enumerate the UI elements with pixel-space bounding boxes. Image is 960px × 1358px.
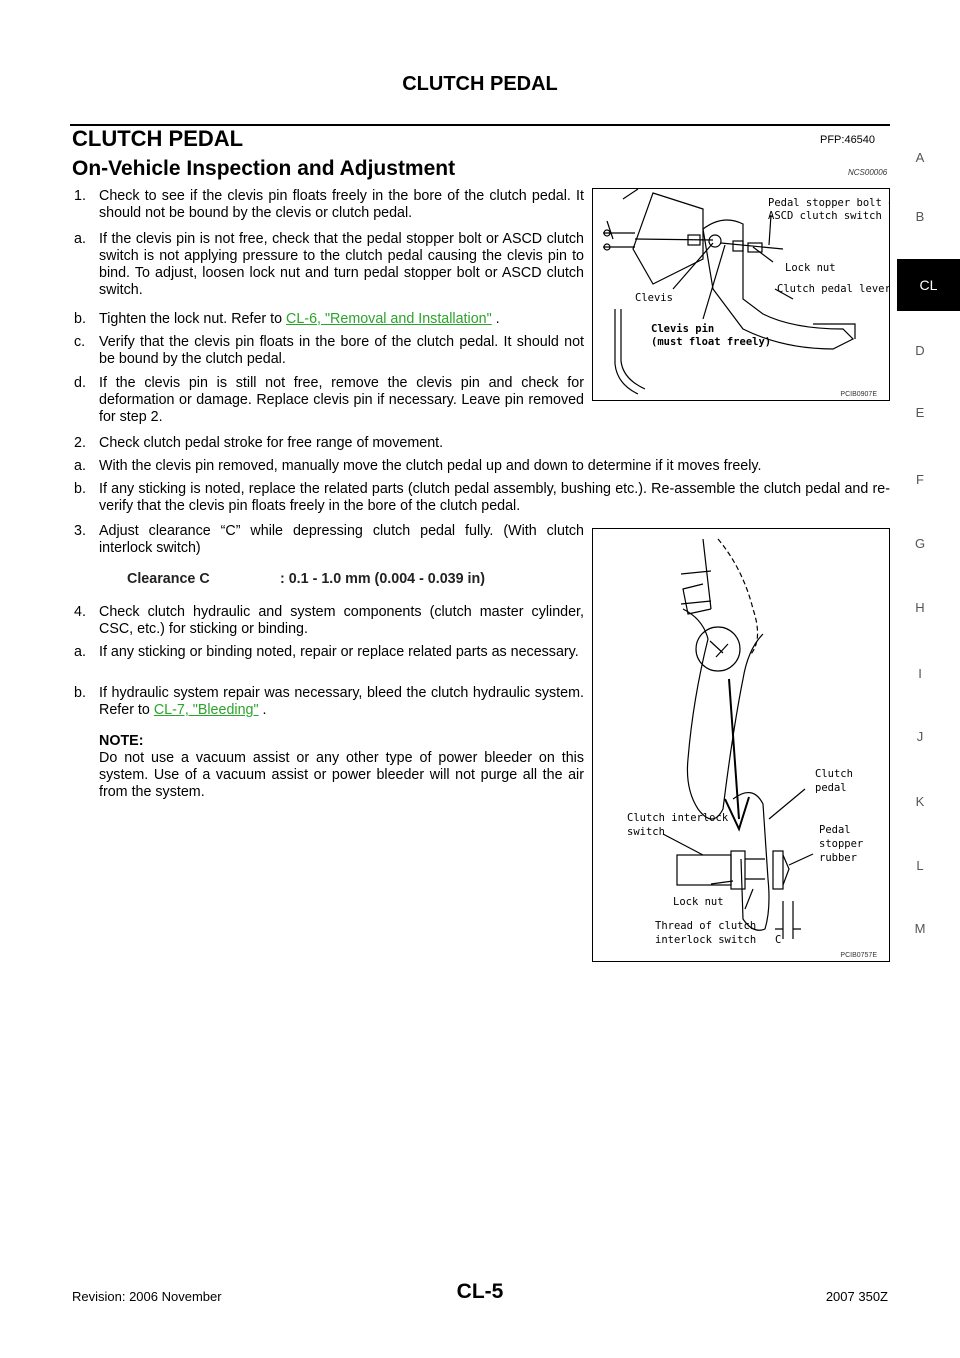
subsection-title: On-Vehicle Inspection and Adjustment <box>72 157 456 180</box>
step-1a <box>74 231 584 299</box>
sidebar-tab-b[interactable]: B <box>915 209 925 224</box>
step-1b <box>74 311 584 328</box>
sidebar-tab-i[interactable]: I <box>918 666 922 681</box>
footer-page-number: CL-5 <box>456 1280 504 1303</box>
step-label: a. <box>74 458 86 474</box>
section-title: CLUTCH PEDAL <box>72 126 244 151</box>
figure-code: PCIB0757E <box>840 952 877 959</box>
label-stopper-bolt: Pedal stopper bolt or <box>768 197 889 209</box>
label-clevis-pin: Clevis pin <box>651 323 715 335</box>
sidebar-tab-d[interactable]: D <box>915 343 925 358</box>
sidebar-tab-h[interactable]: H <box>915 600 925 615</box>
label-c: C <box>775 934 782 946</box>
step-text: If the clevis pin is not free, check that the pedal stopper bolt or ASCD clutch switch is not applying pressure to the clutch pedal causing the clevis pin to bind. To adjust, loosen lock nut and turn pedal stopper bolt or ASCD clutch switch. <box>99 231 584 298</box>
label-lock-nut: Lock nut <box>673 896 724 908</box>
step-4b <box>74 685 584 719</box>
label-lock-nut: Lock nut <box>785 262 836 274</box>
step-label: 1. <box>74 188 86 204</box>
step-label: b. <box>74 685 86 701</box>
sidebar-tab-j[interactable]: J <box>916 729 924 744</box>
footer-revision: Revision: 2006 November <box>72 1289 222 1304</box>
step-text: If hydraulic system repair was necessary, bleed the clutch hydraulic system. Refer to CL-7, "Bleeding" . <box>99 685 584 718</box>
sidebar-tab-l[interactable]: L <box>916 858 924 873</box>
step-text: Check clutch hydraulic and system components (clutch master cylinder, CSC, etc.) for sticking or binding. <box>99 604 584 637</box>
bleeding-link[interactable]: CL-7, "Bleeding" <box>153 702 259 718</box>
note-heading: NOTE: <box>99 733 144 749</box>
step-text: If any sticking or binding noted, repair or replace related parts as necessary. <box>99 644 579 660</box>
step-label: d. <box>74 375 86 391</box>
step-2b <box>74 481 890 515</box>
clearance-diagram <box>593 529 889 961</box>
step-label: 2. <box>74 435 86 451</box>
label-pedal-stopper-2: stopper <box>819 838 864 850</box>
note-block <box>74 733 584 801</box>
label-pedal: pedal <box>815 782 847 794</box>
step-text: Tighten the lock nut. Refer to CL-6, "Removal and Installation" . <box>99 311 500 327</box>
clearance-value: : 0.1 - 1.0 mm (0.004 - 0.039 in) <box>280 571 486 587</box>
sidebar-tab-g[interactable]: G <box>914 536 926 551</box>
step-2 <box>74 435 890 452</box>
label-ascd-switch: ASCD clutch switch <box>768 210 882 222</box>
clearance-label: Clearance C <box>127 571 210 587</box>
figure-clearance-c <box>592 528 890 962</box>
removal-installation-link[interactable]: CL-6, "Removal and Installation" <box>286 311 492 327</box>
step-1c <box>74 334 584 368</box>
label-thread-2: interlock switch <box>655 934 757 946</box>
step-label: 3. <box>74 523 86 539</box>
step-label: b. <box>74 311 86 327</box>
step-label: b. <box>74 481 86 497</box>
sidebar-tab-a[interactable]: A <box>915 150 925 165</box>
step-1 <box>74 188 584 222</box>
step-text: Adjust clearance “C” while depressing clutch pedal fully. (With clutch interlock switch) <box>99 523 584 556</box>
sidebar-tab-f[interactable]: F <box>916 472 924 487</box>
step-4a <box>74 644 584 661</box>
step-label: 4. <box>74 604 86 620</box>
step-2a <box>74 458 890 475</box>
sidebar-tab-m[interactable]: M <box>914 921 926 936</box>
label-pedal-lever: Clutch pedal lever <box>777 283 889 295</box>
label-clutch: Clutch <box>815 768 853 780</box>
part-number: PFP:46540 <box>820 134 876 146</box>
clearance-spec <box>127 571 486 587</box>
page-header-title: CLUTCH PEDAL <box>402 73 558 95</box>
label-pedal-stopper-3: rubber <box>819 852 857 864</box>
step-text: Check clutch pedal stroke for free range of movement. <box>99 435 444 451</box>
sidebar-tab-k[interactable]: K <box>915 794 925 809</box>
label-clevis: Clevis <box>635 292 673 304</box>
figure-code: PCIB0907E <box>840 391 877 398</box>
step-text: Check to see if the clevis pin floats freely in the bore of the clutch pedal. It should not be bound by the clevis or clutch pedal. <box>99 188 584 221</box>
sidebar-tab-cl-active[interactable]: CL <box>897 259 960 311</box>
label-thread-1: Thread of clutch <box>655 920 757 932</box>
label-switch: switch <box>627 826 665 838</box>
footer-model: 2007 350Z <box>825 1289 888 1304</box>
step-1d <box>74 375 584 426</box>
section-code: NCS00006 <box>848 168 888 177</box>
figure-clevis-pin <box>592 188 890 401</box>
step-text: Verify that the clevis pin floats in the bore of the clutch pedal. It should not be bound by the clutch pedal. <box>99 334 584 367</box>
clevis-pin-diagram <box>593 189 889 400</box>
sidebar-tab-e[interactable]: E <box>915 405 925 420</box>
step-label: a. <box>74 231 86 247</box>
label-pedal-stopper-1: Pedal <box>819 824 851 836</box>
step-text: If any sticking is noted, replace the related parts (clutch pedal assembly, bushing etc.). Re-assemble the clutch pedal and re-verify that the clevis pin floats freely in the bore of the clutch pedal. <box>99 481 890 514</box>
step-text: With the clevis pin removed, manually move the clutch pedal up and down to determine if it moves freely. <box>99 458 762 474</box>
label-must-float: (must float freely) <box>651 336 772 348</box>
note-text: Do not use a vacuum assist or any other type of power bleeder on this system. Use of a vacuum assist or power bleeder will not purge all the air from the system. <box>99 750 584 800</box>
step-label: a. <box>74 644 86 660</box>
step-3 <box>74 523 584 557</box>
step-label: c. <box>74 334 86 350</box>
step-text: If the clevis pin is still not free, remove the clevis pin and check for deformation or damage. Replace clevis pin if necessary. Leave pin removed for step 2. <box>99 375 584 425</box>
step-4 <box>74 604 584 638</box>
label-clutch-interlock: Clutch interlock <box>627 812 729 824</box>
